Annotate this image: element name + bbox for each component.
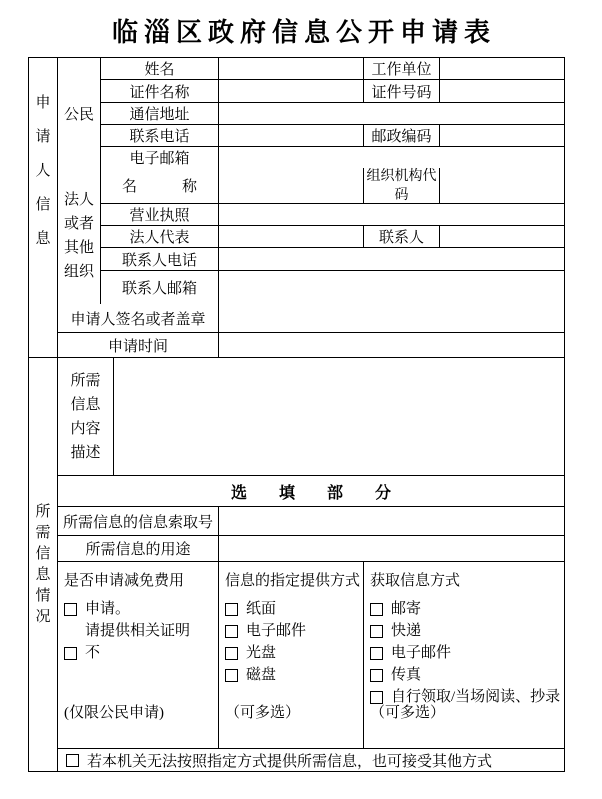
checkbox-icon[interactable] [225,625,238,638]
contact-label: 联系人 [378,230,424,246]
obtain-method-footnote: （可多选） [370,705,446,721]
work-unit-label-cell [364,58,440,79]
legal-org-group-label-cell [58,168,101,304]
legal-org-group-label: 法人或者其他组织 [64,192,95,280]
address-label-cell [101,103,219,124]
checkbox-icon[interactable] [370,669,383,682]
obtain-option-fax [370,664,421,686]
citizen-group [58,58,564,168]
checkbox-icon[interactable] [225,603,238,616]
form-row [58,333,564,357]
work-unit-value-cell[interactable] [440,58,564,79]
form-row [58,507,564,536]
required-info-side-label: 所需信息情况 [35,503,51,625]
name-label: 姓名 [144,62,175,78]
form-row [101,226,564,248]
form-row [101,58,564,80]
email-value-cell[interactable] [219,147,564,168]
purpose-label-cell [58,536,219,561]
contact-email-value-cell[interactable] [219,271,564,304]
representative-label: 法人代表 [129,230,190,246]
signature-value-cell[interactable] [219,304,564,332]
contact-label-cell [364,226,440,247]
fee-waiver-option-apply [64,598,130,620]
fee-waiver-option-no [64,642,100,664]
org-code-label-cell [364,168,440,203]
org-name-label-cell [101,168,219,203]
optional-section-header-cell [58,476,564,506]
applicant-info-section [29,58,564,358]
obtain-option-express [370,620,421,642]
org-name-value-cell[interactable] [219,168,364,203]
fee-waiver-proof-note: 请提供相关证明 [85,623,191,639]
form-row [101,125,564,147]
fee-waiver-header: 是否申请减免费用 [64,573,185,589]
phone-value-cell[interactable] [219,125,364,146]
obtain-option-email [370,642,451,664]
applicant-info-side-label: 申请人信息 [35,95,51,247]
contact-phone-value-cell[interactable] [219,248,564,270]
index-number-value-cell[interactable] [219,507,564,535]
delivery-method-footnote: （可多选） [225,705,301,721]
purpose-value-cell[interactable] [219,536,564,561]
form-row [101,103,564,125]
email-label-cell [101,147,219,168]
contact-email-label-cell [101,271,219,304]
options-row [58,562,564,749]
org-code-label: 组织机构代码 [366,168,437,203]
description-value-cell[interactable] [114,358,564,475]
checkbox-icon[interactable] [370,625,383,638]
other-method-note: 若本机关无法按照指定方式提供所需信息，也可接受其他方式 [87,753,493,770]
form-row [101,168,564,204]
license-value-cell[interactable] [219,204,564,225]
license-label-cell [101,204,219,225]
contact-phone-label: 联系人电话 [121,252,197,269]
checkbox-icon[interactable] [370,647,383,660]
form-row [58,536,564,562]
id-number-label: 证件号码 [371,84,432,101]
phone-label-cell [101,125,219,146]
checkbox-icon[interactable] [64,647,77,660]
purpose-label: 所需信息的用途 [85,542,191,558]
address-label: 通信地址 [129,107,190,123]
checkbox-icon[interactable] [225,647,238,660]
checkbox-icon[interactable] [225,669,238,682]
option-label: 不 [85,645,101,661]
fee-waiver-column [58,562,219,748]
representative-label-cell [101,226,219,247]
postcode-label: 邮政编码 [371,129,432,145]
form-row [101,271,564,304]
id-type-value-cell[interactable] [219,80,364,102]
representative-value-cell[interactable] [219,226,364,247]
contact-phone-label-cell [101,248,219,270]
signature-label-cell [58,304,219,332]
option-label: 电子邮件 [391,645,452,661]
required-info-section [29,358,564,771]
other-method-row [58,749,564,771]
id-number-label-cell [364,80,440,102]
option-label: 磁盘 [246,667,277,683]
citizen-rows [101,58,564,168]
date-label-cell [58,333,219,357]
citizen-group-label-cell [58,58,101,168]
citizen-group-label: 公民 [63,106,94,123]
option-label: 传真 [391,667,422,683]
optional-section-header: 选 填 部 分 [230,484,391,502]
id-number-value-cell[interactable] [440,80,564,102]
delivery-option-paper [225,598,276,620]
email-label: 电子邮箱 [129,151,190,167]
delivery-option-cd [225,642,276,664]
work-unit-label: 工作单位 [371,62,432,78]
delivery-method-header: 信息的指定提供方式 [225,573,361,589]
postcode-value-cell[interactable] [440,125,564,146]
date-value-cell[interactable] [219,333,564,357]
delivery-option-disk [225,664,276,686]
description-label: 所需信息内容描述 [70,372,101,461]
form-row [101,147,564,168]
license-label: 营业执照 [129,208,190,224]
option-label: 光盘 [246,645,277,661]
option-label: 申请。 [85,601,131,617]
applicant-info-side-label-cell [29,58,58,357]
other-method-note-cell [58,749,564,771]
obtain-method-column [364,562,564,748]
org-name-label: 名 称 [121,179,197,195]
obtain-option-mail [370,598,421,620]
contact-email-label: 联系人邮箱 [121,281,197,297]
form-row [58,358,564,476]
legal-org-rows [101,168,564,304]
form-row [101,204,564,226]
checkbox-icon[interactable] [370,603,383,616]
address-value-cell[interactable] [219,103,564,124]
checkbox-icon[interactable] [66,754,79,767]
option-label: 自行领取/当场阅读、抄录 [391,689,561,705]
checkbox-icon[interactable] [64,603,77,616]
legal-org-group [58,168,564,304]
date-label: 申请时间 [107,338,168,355]
option-label: 邮寄 [391,601,422,617]
fee-waiver-footnote: (仅限公民申请) [64,705,164,721]
name-label-cell [101,58,219,79]
name-value-cell[interactable] [219,58,364,79]
index-number-label-cell [58,507,219,535]
checkbox-icon[interactable] [370,691,383,704]
obtain-method-header: 获取信息方式 [370,573,461,589]
signature-label: 申请人签名或者盖章 [70,311,206,328]
required-info-side-label-cell [29,358,58,771]
index-number-label: 所需信息的信息索取号 [62,514,213,531]
form-row [101,248,564,271]
form-row [58,304,564,333]
form-row [101,80,564,103]
delivery-option-email [225,620,306,642]
org-code-value-cell[interactable] [440,168,564,203]
required-info-body [58,358,564,771]
contact-value-cell[interactable] [440,226,564,247]
postcode-label-cell [364,125,440,146]
applicant-info-body [58,58,564,357]
id-type-label-cell [101,80,219,102]
description-label-cell [58,358,114,475]
option-label: 纸面 [246,601,277,617]
option-label: 快递 [391,623,422,639]
application-form-table [28,57,565,772]
page-title: 临淄区政府信息公开申请表 [111,18,496,47]
form-row [58,476,564,507]
phone-label: 联系电话 [129,129,190,145]
id-type-label: 证件名称 [129,84,190,101]
delivery-method-column [219,562,364,748]
option-label: 电子邮件 [246,623,307,639]
